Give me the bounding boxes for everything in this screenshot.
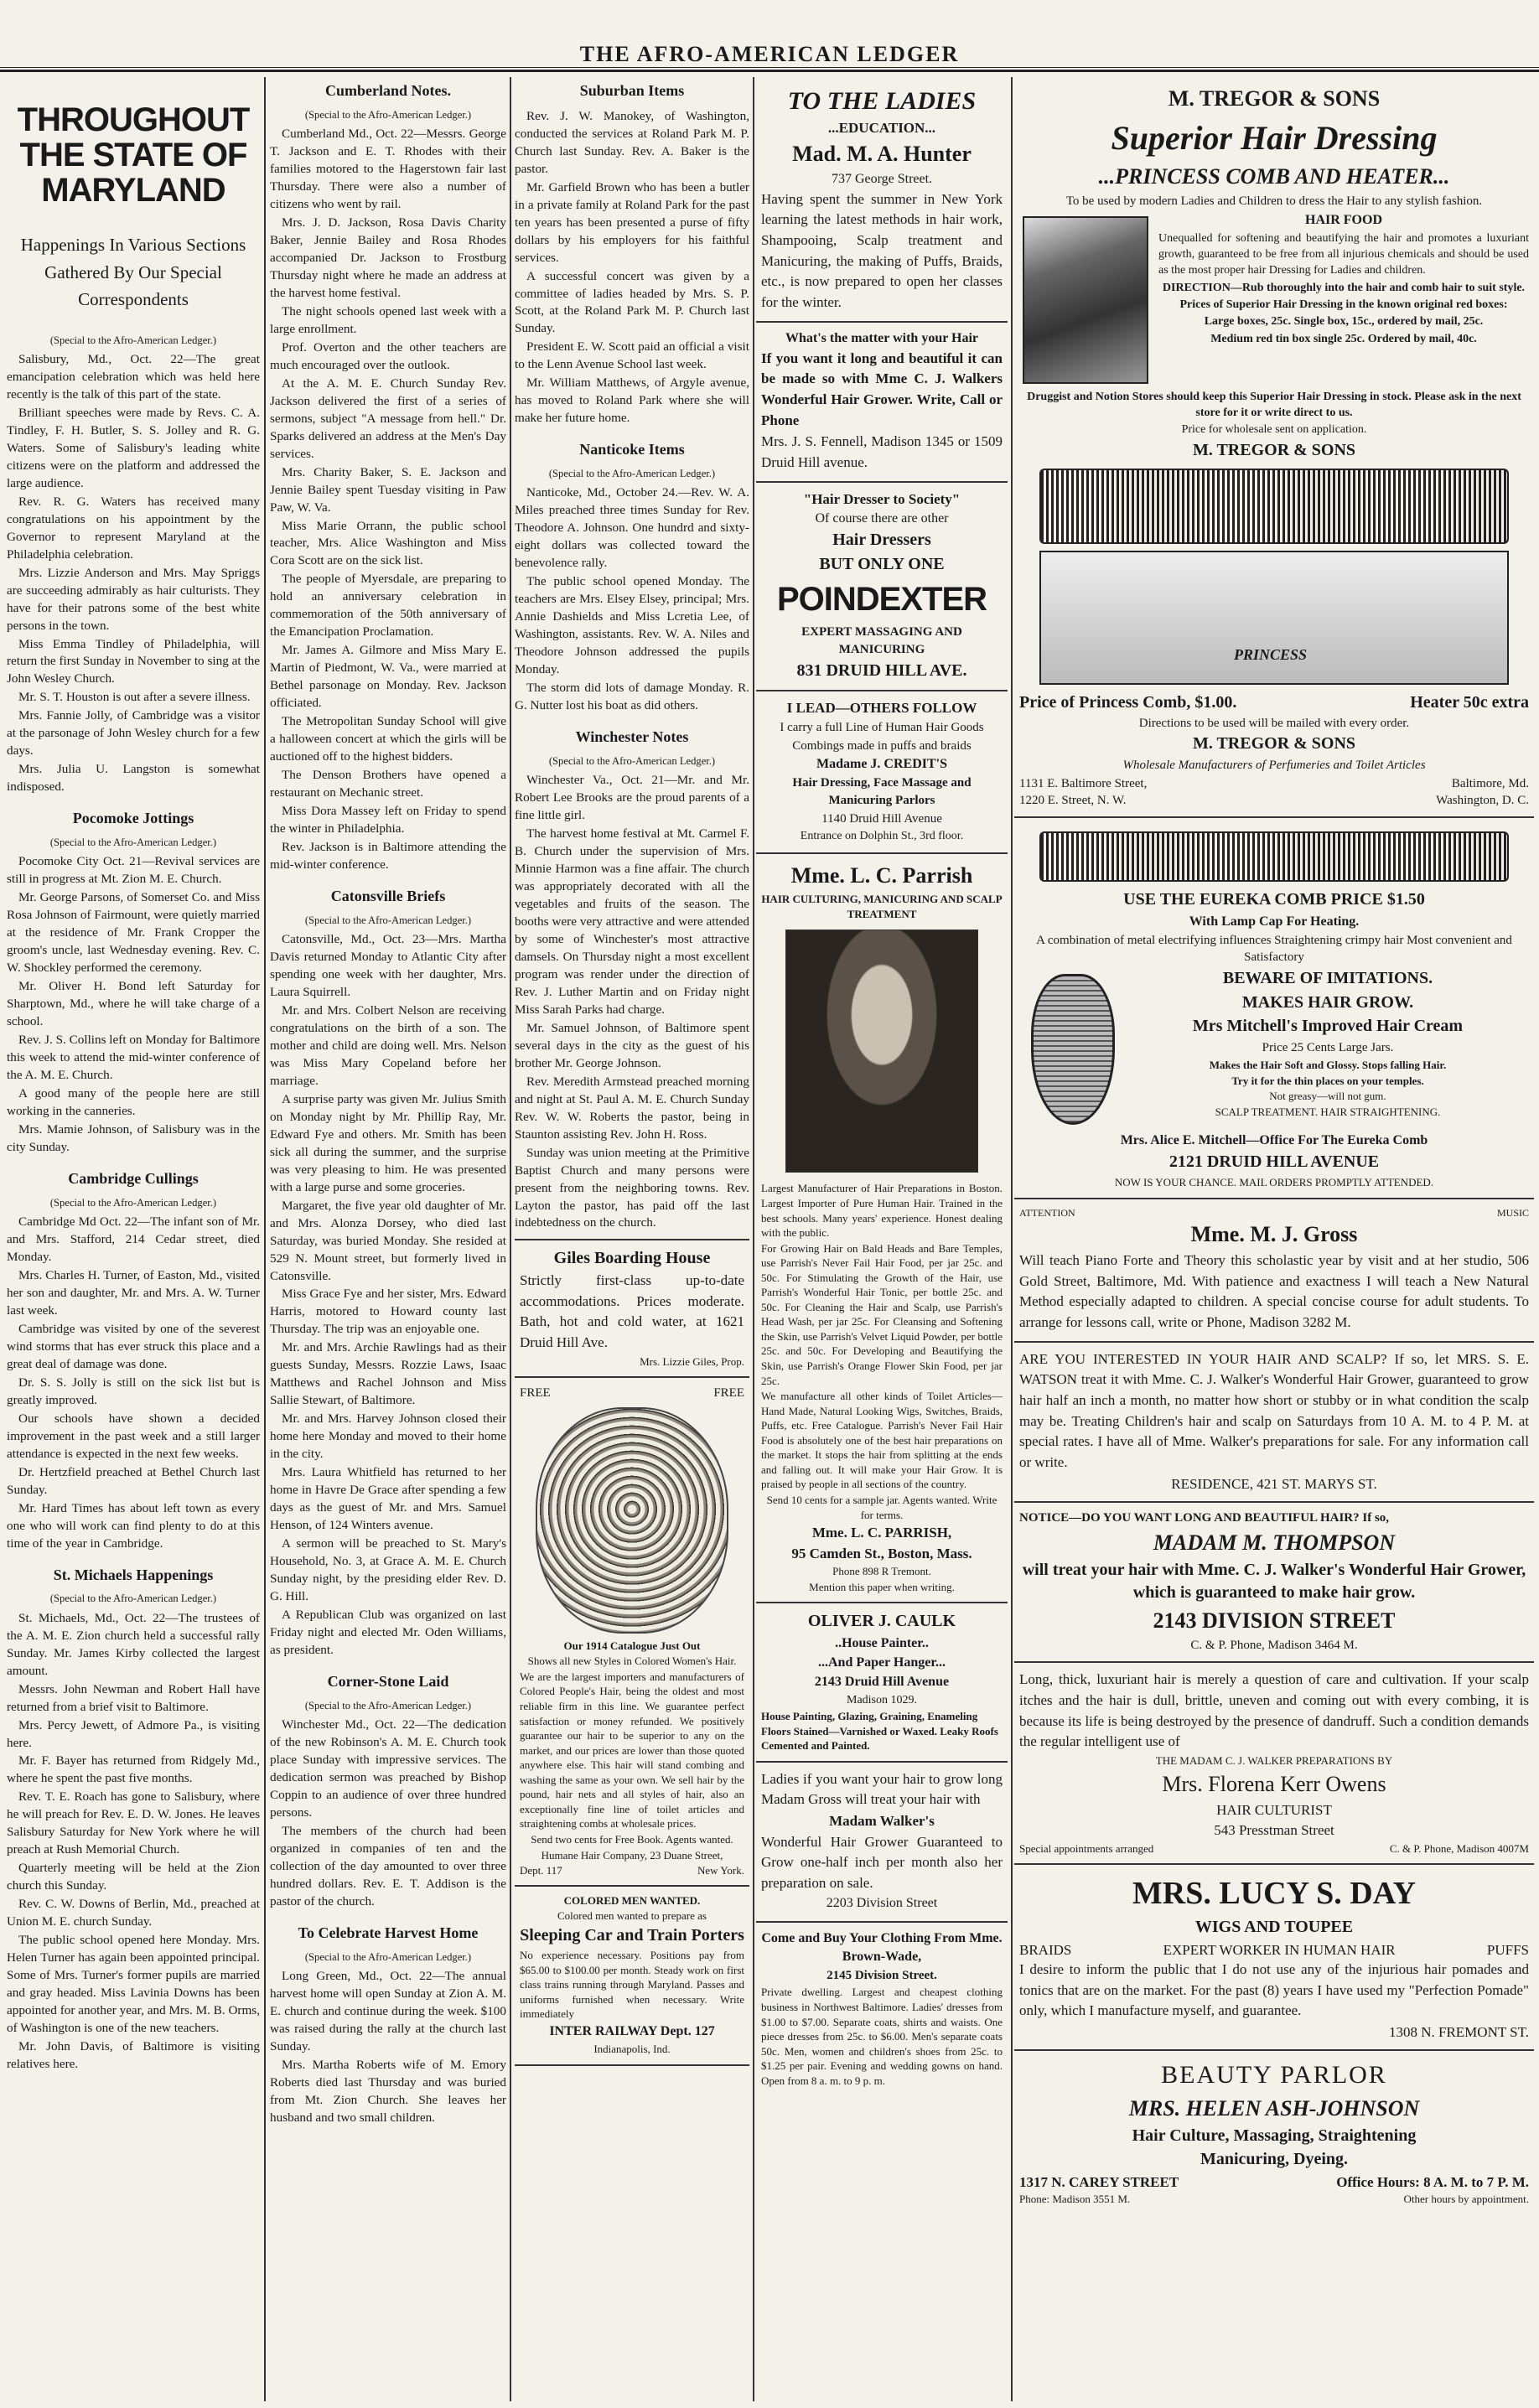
catonsville-article <box>270 931 506 1660</box>
ad-city: Indianapolis, Ind. <box>593 2043 671 2056</box>
paragraph: Mr. Hard Times has about left town as every one who will work can find plenty to do at this time of the year in Cambridge. <box>7 1500 260 1551</box>
ad-special: Special appointments arranged <box>1019 1841 1154 1855</box>
ad-name: Mrs. Florena Kerr Owens <box>1162 1771 1386 1796</box>
braids-label: BRAIDS <box>1019 1941 1072 1958</box>
paragraph: Mr. William Matthews, of Argyle avenue, has moved to Roland Park where she will make her future home. <box>515 375 749 426</box>
paragraph: Pocomoke City Oct. 21—Revival services are still in progress at Mt. Zion M. E. Church. <box>7 854 260 887</box>
hair-catalog-ad <box>515 1378 749 1886</box>
paragraph: Mr. and Mrs. Colbert Nelson are receiving congratulations on the birth of a son. The mother and child are doing well. Mrs. Nelson was Miss Mary Copeland before her marriage. <box>270 1002 506 1088</box>
ad-line: Large boxes, 25c. Single box, 15c., ordered by mail, 25c. <box>1204 315 1484 329</box>
giles-boarding-ad <box>515 1239 749 1378</box>
ad-hours: Office Hours: 8 A. M. to 7 P. M. <box>1336 2173 1529 2190</box>
ad-send: Send two cents for Free Book. Agents wanted. <box>531 1832 733 1846</box>
ad-heading: What's the matter with your Hair <box>785 330 979 345</box>
colored-men-wanted-ad <box>515 1887 749 2066</box>
article-heading: Cambridge Cullings <box>68 1169 199 1187</box>
lucy-day-ad <box>1014 1865 1534 2052</box>
eureka-comb-ad <box>1014 818 1534 1199</box>
paragraph: Our schools have shown a decided improvement in the past week and a still larger attendance is expected in the next few weeks. <box>7 1411 260 1461</box>
ad-line: EXPERT MASSAGING AND MANICURING <box>801 625 962 657</box>
credit-ad <box>756 691 1008 853</box>
ad-line: BEWARE OF IMITATIONS. <box>1222 969 1433 988</box>
ad-address: 1140 Druid Hill Avenue <box>821 811 942 826</box>
ad-text: Wonderful Hair Grower Guaranteed to Grow one-half inch per month also her preparation on sale. <box>761 1833 1003 1891</box>
paragraph: A sermon will be preached to St. Mary's Household, No. 3, at Grace A. M. E. Church Sunday night, by the presiding elder Rev. D. G. Hill. <box>270 1536 506 1603</box>
ad-phone: C. & P. Phone, Madison 4007M <box>1389 1841 1529 1855</box>
ad-text: No experience necessary. Positions pay from $65.00 to $100.00 per month. Steady work on first class trains running through Maryland. Passes and uniforms furnished when necessary. Write immediately <box>520 1949 744 2021</box>
paragraph: Messrs. John Newman and Robert Hall have returned from a brief visit to Baltimore. <box>7 1681 260 1714</box>
paragraph: Mrs. Julia U. Langston is somewhat indisposed. <box>7 762 260 795</box>
ad-name: Mme. M. J. Gross <box>1190 1222 1358 1247</box>
ad-line: Hair Dressing, Face Massage and Manicuring Parlors <box>792 776 972 808</box>
ad-line: DIRECTION—Rub thoroughly into the hair and comb hair to suit style. <box>1162 281 1526 294</box>
ad-address: 2143 DIVISION STREET <box>1153 1608 1396 1633</box>
hair-dressing-tin-illustration <box>1023 216 1148 384</box>
paragraph: Miss Emma Tindley of Philadelphia, will return the first Sunday in November to sing at the John Wesley Church. <box>7 636 260 686</box>
paragraph: Mr. Samuel Johnson, of Baltimore spent several days in the city as the guest of his brother Mr. George Johnson. <box>515 1020 749 1070</box>
hunter-ad <box>756 77 1008 323</box>
paragraph: Mr. George Parsons, of Somerset Co. and Miss Rosa Johnson of Fairmount, were quietly married at the residence of Mr. Frank Cropper the groom's uncle, last Wednesday evening. Rev. C. W. Shockley performed the ceremony. <box>7 890 260 976</box>
paragraph: Mr. Oliver H. Bond left Saturday for Sharptown, Md., where he will take charge of a school. <box>7 979 260 1029</box>
column-rule <box>1011 77 1013 2401</box>
ad-heading: Our 1914 Catalogue Just Out <box>563 1639 701 1652</box>
paragraph: A Republican Club was organized on last Friday night and elected Mr. Oden Williams, as president. <box>270 1607 506 1657</box>
paragraph: Mrs. Martha Roberts wife of M. Emory Roberts died last Thursday and was buried from Mt. Zion Church. She leaves her husband and two small children. <box>270 2057 506 2125</box>
ad-line: Price 25 Cents Large Jars. <box>1262 1040 1394 1054</box>
paragraph: The storm did lots of damage Monday. R. G. Nutter lost his boat as did others. <box>515 681 749 713</box>
special-note: (Special to the Afro-American Ledger.) <box>304 108 472 121</box>
ad-line: Directions to be used will be mailed with every order. <box>1138 716 1410 730</box>
ad-line: Medium red tin box single 25c. Ordered by mail, 40c. <box>1210 332 1477 345</box>
special-note: (Special to the Afro-American Ledger.) <box>304 914 472 926</box>
ad-line: Prices of Superior Hair Dressing in the known original red boxes: <box>1179 298 1508 311</box>
paragraph: Mr. Garfield Brown who has been a butler in a private family at Roland Park for the past ten years has been presented a purse of fifty dollars by his employers for his faithful services. <box>515 179 749 265</box>
heater-price: Heater 50c extra <box>1410 693 1529 712</box>
paragraph: Rev. T. E. Roach has gone to Salisbury, where he will preach for Rev. E. D. W. Jones. He leaves Salisbury Saturday for New York where he will preach at Rush Memorial Church. <box>7 1789 260 1857</box>
paragraph: The Denson Brothers have opened a restaurant on Mechanic street. <box>270 768 506 800</box>
paragraph: Mrs. Percy Jewett, of Admore Pa., is visiting here. <box>7 1717 260 1750</box>
article-heading: Pocomoke Jottings <box>72 810 194 827</box>
paragraph: A good many of the people here are still working in the canneries. <box>7 1086 260 1118</box>
masthead <box>0 0 1539 72</box>
watson-ad <box>1014 1343 1534 1503</box>
ad-subheading: ...PRINCESS COMB AND HEATER... <box>1098 164 1450 189</box>
ad-line: ...And Paper Hanger... <box>817 1655 946 1670</box>
ad-line: To be used by modern Ladies and Children to dress the Hair to any stylish fashion. <box>1065 194 1483 208</box>
column-4 <box>756 77 1008 2401</box>
nanticoke-article <box>515 484 749 715</box>
paragraph: Quarterly meeting will be held at the Zion church this Sunday. <box>7 1861 260 1893</box>
column-rule <box>753 77 754 2401</box>
eureka-comb-illustration <box>1039 831 1509 882</box>
paragraph: Brilliant speeches were made by Revs. C. A. Tindley, F. H. Butler, S. S. Jolley and R. G. Waters. Some of Salisbury's leading white citizens were on the platform and addressed the large audience. <box>7 405 260 490</box>
ad-heading: Come and Buy Your Clothing From Mme. Brown-Wade, <box>761 1930 1003 1964</box>
special-note: (Special to the Afro-American Ledger.) <box>49 1196 217 1209</box>
paragraph: Cambridge Md Oct. 22—The infant son of Mr. and Mrs. Stafford, 214 Cedar street, died Monday. <box>7 1214 260 1265</box>
special-note: (Special to the Afro-American Ledger.) <box>49 1592 217 1605</box>
thompson-ad <box>1014 1503 1534 1663</box>
paragraph: The Metropolitan Sunday School will give a halloween concert at which the girls will be auctioned off to the highest bidders. <box>270 714 506 764</box>
article-heading: Winchester Notes <box>575 728 689 746</box>
paragraph: Mrs. J. D. Jackson, Rosa Davis Charity Baker, Jennie Bailey and Rosa Rhodes accompanied Dr. Jackson to Frostburg Thursday night where he made an address at the harvest home festival. <box>270 215 506 300</box>
article-heading: To Celebrate Harvest Home <box>298 1924 479 1941</box>
paragraph: Mrs. Charity Baker, S. E. Jackson and Jennie Bailey spent Tuesday visiting in Paw Paw, W. Va. <box>270 464 506 515</box>
heater-label: PRINCESS <box>1234 646 1308 664</box>
ad-line: THE MADAM C. J. WALKER PREPARATIONS BY <box>1155 1753 1393 1767</box>
column-5 <box>1014 77 1534 2401</box>
ad-line: Combings made in puffs and braids <box>792 738 972 753</box>
ad-line: Of course there are other <box>815 511 949 526</box>
ad-city: Washington, D. C. <box>1436 794 1529 808</box>
ad-text: We are the largest importers and manufacturers of Colored People's Hair, being the oldest and most reliable firm in this line. We guarantee perfect satisfaction or money refunded. We positively guarantee our hair to be superior to any on the market, and our prices are lower than those quoted anywhere else. This hair will stand combing and washing the same as your own. We sell hair by the pound, hair nets and all styles of hair, also an exceptionally fine line of toilet articles and straightening combs at wholesale prices. <box>520 1670 744 1831</box>
paragraph: The night schools opened last week with a large enrollment. <box>270 303 506 336</box>
hairpiece-illustration <box>536 1407 728 1634</box>
special-note: (Special to the Afro-American Ledger.) <box>304 1699 472 1711</box>
cumberland-article <box>270 126 506 874</box>
paragraph: Cambridge was visited by one of the severest wind storms that has ever struck this place and a great deal of damage was done. <box>7 1321 260 1371</box>
lamp-cap-illustration <box>1031 974 1115 1125</box>
paragraph: Rev. R. G. Waters has received many congratulations on his appointment by the Governor to represent Maryland at the Philadelphia celebration. <box>7 494 260 562</box>
ad-address: 1131 E. Baltimore Street, <box>1019 776 1148 790</box>
puffs-label: PUFFS <box>1486 1941 1529 1958</box>
ad-signature: M. TREGOR & SONS <box>1192 440 1356 459</box>
ad-line: Entrance on Dolphin St., 3rd floor. <box>800 830 964 843</box>
ash-johnson-ad <box>1014 2051 1534 2214</box>
paragraph: Mrs. Laura Whitfield has returned to her home in Havre De Grace after spending a few days as the guest of Mr. and Mrs. Samuel Henson, of 124 Winters avenue. <box>270 1465 506 1533</box>
paragraph: President E. W. Scott paid an official a visit to the Lenn Avenue School last week. <box>515 339 749 372</box>
ad-line: Hair Culture, Massaging, Straightening <box>1132 2126 1417 2145</box>
salisbury-article <box>7 351 260 796</box>
paragraph: A successful concert was given by a committee of ladies headed by Mrs. S. P. Scott, at the Roland Park M. P. Church last Sunday. <box>515 268 749 336</box>
paragraph: Cumberland Md., Oct. 22—Messrs. George T. Jackson and E. T. Rhodes with their families motored to the Hagerstown fair last Thursday. There were also a number of citizens who went by rail. <box>270 127 506 212</box>
ad-text: Long, thick, luxuriant hair is merely a question of care and cultivation. If your scalp itches and the hair is dull, brittle, uneven and coming out with every combing, it is because its life is being destroyed by the presence of dandruff. Such a condition demands the regular intelligent use of <box>1019 1671 1529 1750</box>
paragraph: At the A. M. E. Church Sunday Rev. Jackson delivered the first of a series of sermons, subject "A message from hell." Dr. Sparks delivered an address at the Men's Day services. <box>270 375 506 461</box>
ad-other-hours: Other hours by appointment. <box>1403 2193 1529 2206</box>
paragraph: Mrs. Charles H. Turner, of Easton, Md., visited her son and daughter, Mr. and Mrs. A. W. Turner last week. <box>7 1268 260 1318</box>
ad-phone: Phone 898 R Tremont. <box>832 1564 931 1577</box>
paragraph: Dr. Hertzfield preached at Bethel Church last Sunday. <box>7 1464 260 1497</box>
column-2 <box>270 77 506 2401</box>
comb-illustration <box>1039 469 1509 544</box>
ad-heading: TO THE LADIES <box>787 87 977 115</box>
ad-text: Private dwelling. Largest and cheapest clothing business in Northwest Baltimore. Ladies' dresses from $1.00 to $7.00. Separate coats, shirts and waists. One piece dresses from 25c. to $6.00. Men's separate coats 50c. Men, women and children's shoes from 25c. to $1.25 per pair. Evening and wedding gowns on hand. Open from 8 a. m. to 9 p. m. <box>761 1986 1003 2087</box>
brown-wade-ad <box>756 1923 1008 2096</box>
special-note: (Special to the Afro-American Ledger.) <box>304 1950 472 1963</box>
paragraph: Long Green, Md., Oct. 22—The annual harvest home will open Sunday at Zion A. M. E. church and continue during the week. $100 was raised during the rally at the church last Sunday. <box>270 1968 506 2053</box>
ad-name: OLIVER J. CAULK <box>807 1612 956 1631</box>
paragraph: Mrs. Mamie Johnson, of Salisbury was in the city Sunday. <box>7 1121 260 1154</box>
ad-send: Send 10 cents for a sample jar. Agents wanted. Write for terms. <box>766 1493 998 1521</box>
newspaper-title: THE AFRO-AMERICAN LEDGER <box>579 42 960 66</box>
ad-name: Mad. M. A. Hunter <box>792 141 972 166</box>
paragraph: Rev. Jackson is in Baltimore attending the mid-winter conference. <box>270 839 506 872</box>
paragraph: Rev. Meredith Armstead preached morning and night at St. Paul A. M. E. Church Sunday Rev. W. W. Roberts the pastor, being in Staunton assisting Rev. John H. Ross. <box>515 1074 749 1142</box>
heater-illustration <box>1039 551 1509 685</box>
ad-dept: Dept. 117 <box>520 1864 562 1877</box>
ad-subheading: Colored men wanted to prepare as <box>557 1909 707 1923</box>
ad-name: MRS. LUCY S. DAY <box>1132 1875 1417 1911</box>
ad-subheading: Shows all new Styles in Colored Women's Hair. <box>527 1655 737 1668</box>
paragraph: Mrs. Lizzie Anderson and Mrs. May Spriggs are succeeding admirably as hair culturists. They have for their patrons some of the best white persons in the town. <box>7 565 260 633</box>
ad-address: 2121 DRUID HILL AVENUE <box>1168 1152 1380 1172</box>
ad-heading: BEAUTY PARLOR <box>1161 2061 1387 2090</box>
free-label: FREE <box>520 1386 551 1401</box>
ad-big-text: Sleeping Car and Train Porters <box>520 1925 744 1945</box>
ad-signature: INTER RAILWAY Dept. 127 <box>549 2024 715 2039</box>
ad-phone: C. & P. Phone, Madison 3464 M. <box>1190 1638 1358 1652</box>
column-3 <box>515 77 749 2401</box>
ad-line: Not greasy—will not gum. <box>1269 1090 1386 1103</box>
gross-music-ad <box>1014 1199 1534 1343</box>
paragraph: Miss Marie Orrann, the public school teacher, Mrs. Alice Washington and Miss Cora Scott are on the sick list. <box>270 518 506 568</box>
ad-address: 543 Presstman Street <box>1214 1822 1334 1839</box>
paragraph: Rev. J. S. Collins left on Monday for Baltimore this week to attend the mid-winter conference of the A. M. E. Church. <box>7 1033 260 1083</box>
paragraph: Rev. C. W. Downs of Berlin, Md., preached at Union M. E. church Sunday. <box>7 1897 260 1929</box>
article-heading: Cumberland Notes. <box>324 82 451 99</box>
ad-text: I desire to inform the public that I do not use any of the injurious hair pomades and tonics that are on the market. For the past (8) years I have used my "Perfection Pomade" only, which I manufacture myself, and guarantee. <box>1019 1961 1529 2019</box>
ad-subheading: WIGS AND TOUPEE <box>1194 1918 1354 1936</box>
gross-walker-ad <box>756 1763 1008 1923</box>
ad-address: 831 DRUID HILL AVE. <box>796 660 967 680</box>
ad-heading: USE THE EUREKA COMB PRICE $1.50 <box>1123 890 1425 909</box>
ad-line: ..House Painter.. <box>835 1635 929 1650</box>
ad-address: 737 George Street. <box>831 171 933 186</box>
winchester-article <box>515 772 749 1232</box>
special-note: (Special to the Afro-American Ledger.) <box>49 836 217 849</box>
parrish-ad <box>756 854 1008 1603</box>
section-subtitle: Happenings In Various Sections Gathered By Our Special Correspondents <box>20 235 246 310</box>
ad-heading: COLORED MEN WANTED. <box>563 1893 701 1907</box>
ad-line: Manicuring, Dyeing. <box>1200 2150 1349 2169</box>
ad-signature: Mrs. J. S. Fennell, Madison 1345 or 1509 Druid Hill avenue. <box>761 433 1003 470</box>
article-heading: Suburban Items <box>579 82 685 99</box>
ad-name: MRS. HELEN ASH-JOHNSON <box>1128 2095 1420 2121</box>
paragraph: Mr. F. Bayer has returned from Ridgely Md., where he spent the past five months. <box>7 1753 260 1786</box>
ad-text: A combination of metal electrifying influences Straightening crimpy hair Most convenient and Satisfactory <box>1036 933 1512 965</box>
ad-line: Price for wholesale sent on application. <box>1181 423 1367 437</box>
ad-phone: Phone: Madison 3551 M. <box>1019 2193 1131 2206</box>
paragraph: The public school opened Monday. The teachers are Mrs. Elsey Elsey, principal; Mrs. Annie Dashields and Miss Lcretia Lee, of Washington, assistants. Rev. W. A. Niles and Theodore Johnson addressed the pupils Monday. <box>515 574 749 677</box>
paragraph: Margaret, the five year old daughter of Mr. and Mrs. Alonza Dorsey, who died last Saturday, was buried Monday. She resided at 529 N. Mount street, but formerly lived in Catonsville. <box>270 1198 506 1283</box>
ad-name: M. TREGOR & SONS <box>1168 86 1381 111</box>
comb-price: Price of Princess Comb, $1.00. <box>1019 693 1237 712</box>
ad-company: Humane Hair Company, 23 Duane Street, <box>541 1848 723 1862</box>
ad-name: MADAM M. THOMPSON <box>1153 1530 1396 1555</box>
ad-caption: Largest Manufacturer of Hair Preparations in Boston. Largest Importer of Pure Human Hair. Trained in the best schools. Many years' experience. Honest dealing with the public. <box>761 1182 1003 1240</box>
harvest-article <box>270 1968 506 2127</box>
column-rule <box>510 77 511 2401</box>
ad-signature: Mrs. Lizzie Giles, Prop. <box>640 1354 744 1368</box>
ad-heading: Giles Boarding House <box>553 1249 711 1268</box>
tregor-ad <box>1014 77 1534 818</box>
article-heading: St. Michaels Happenings <box>53 1566 214 1583</box>
ad-city: Baltimore, Md. <box>1451 776 1529 790</box>
paragraph: A surprise party was given Mr. Julius Smith on Monday night by Mr. Phillip Ray, Mr. Edward Fye and others. Mr. Smith has been sick all during the summer, and the surprise was very pleasing to him. He was presented with a large purse and some groceries. <box>270 1091 506 1194</box>
paragraph: Catonsville, Md., Oct. 23—Mrs. Martha Davis returned Monday to Atlantic City after spending one week with her daughter, Mrs. Laura Squirrell. <box>270 932 506 999</box>
paragraph: Prof. Overton and the other teachers are much encouraged over the outlook. <box>270 339 506 372</box>
paragraph: The public school opened here Monday. Mrs. Helen Turner has again been appointed principal. Some of Mrs. Turner's former pupils are married and gray headed. Miss Lavinia Downs has been appointed for another year, and Mrs. M. B. Orms, of Washington is one of the new teachers. <box>7 1933 260 2035</box>
ad-name: POINDEXTER <box>776 581 987 619</box>
paragraph: Nanticoke, Md., October 24.—Rev. W. A. Miles preached three times Sunday for Rev. Theodore A. Johnson. One hundrd and sixty-eight dollars was collected toward the benevolence rally. <box>515 485 749 571</box>
ad-heading: I LEAD—OTHERS FOLLOW <box>786 700 977 717</box>
ad-line: Hair Dressers <box>832 531 931 550</box>
article-heading: Catonsville Briefs <box>330 887 446 904</box>
ad-title: HAIR CULTURIST <box>1216 1801 1332 1818</box>
stmichaels-article <box>7 1610 260 2074</box>
ad-signature: Mme. L. C. PARRISH, <box>811 1525 952 1541</box>
ad-subheading: ...EDUCATION... <box>827 120 936 137</box>
ad-text: If you want it long and beautiful it can be made so with Mme C. J. Walkers Wonderful Hair Grower. Write, Call or Phone <box>761 350 1003 428</box>
portrait-photo <box>785 930 978 1173</box>
paragraph: Mr. James A. Gilmore and Miss Mary E. Martin of Piedmont, W. Va., were married at Bethel parsonage on Monday. Rev. Jackson officiated. <box>270 643 506 711</box>
column-rule <box>264 77 266 2401</box>
ad-subheading: HAIR CULTURING, MANICURING AND SCALP TREATMENT <box>761 892 1003 920</box>
ad-line: MAKES HAIR GROW. <box>1241 992 1414 1012</box>
ad-address: 1317 N. CAREY STREET <box>1019 2173 1179 2190</box>
paragraph: Mr. and Mrs. Harvey Johnson closed their home here Monday and moved to their home in the city. <box>270 1411 506 1462</box>
paragraph: The members of the church had been organized in companies of ten and the collection of the day amounted to over three hundred dollars. Rev. E. T. Addison is the pastor of the church. <box>270 1823 506 1908</box>
ad-line: Makes the Hair Soft and Glossy. Stops falling Hair. <box>1209 1058 1447 1071</box>
paragraph: Rev. J. W. Manokey, of Washington, conducted the services at Roland Park M. P. Church last Sunday. Rev. A. Baker is the pastor. <box>515 108 749 176</box>
poindexter-ad <box>756 483 1008 692</box>
ad-name: Madam Walker's <box>829 1813 935 1830</box>
ad-mention: Mention this paper when writing. <box>809 1580 955 1593</box>
ad-address: 1308 N. FREMONT ST. <box>1388 2023 1529 2040</box>
cambridge-article <box>7 1214 260 1552</box>
paragraph: Salisbury, Md., Oct. 22—The great emancipation celebration which was held here recently is the talk of this part of the state. <box>7 352 260 401</box>
paragraph: Winchester Md., Oct. 22—The dedication of the new Robinson's A. M. E. Church took place Sunday with impressive services. The dedication sermon was preached by Bishop Coppin to an audience of over three hundred persons. <box>270 1717 506 1820</box>
paragraph: Winchester Va., Oct. 21—Mr. and Mr. Robert Lee Brooks are the proud parents of a fine little girl. <box>515 773 749 823</box>
ad-text: Having spent the summer in New York learning the latest methods in hair work, Shampooing, Scalp treatment and Manicuring, the making of Puffs, Braids, etc., is now prepared to open her classes for the winter. <box>761 190 1003 310</box>
article-heading: Corner-Stone Laid <box>327 1672 449 1690</box>
paragraph: Miss Grace Fye and her sister, Mrs. Edward Harris, motored to Howard county last Thursday. The trip was an enjoyable one. <box>270 1287 506 1337</box>
walker-fennell-ad <box>756 323 1008 483</box>
paragraph: The harvest home festival at Mt. Carmel F. B. Church under the supervision of Mrs. Minnie Harmon was a fine affair. The church was appropriately decorated with all the vegetables and fruits of the season. The booths were very attractive and were attended by some of Winchester's most attractive damsels. On Thursday night a most excellent program was render under the direction of Rev. J. Luther Martin and on Friday night Miss Sarah Parks had charge. <box>515 826 749 1017</box>
paragraph: Mr. and Mrs. Archie Rawlings had as their guests Sunday, Messrs. Rozzie Laws, Isaac Matthews and Rachel Johnson and Miss Sallie Stewart, of Baltimore. <box>270 1340 506 1408</box>
paragraph: Mr. John Davis, of Baltimore is visiting relatives here. <box>7 2038 260 2071</box>
ad-quote: "Hair Dresser to Society" <box>803 490 961 507</box>
masthead-rule <box>0 67 1539 68</box>
ad-address: 95 Camden St., Boston, Mass. <box>791 1545 972 1561</box>
ad-address: 2203 Division Street <box>826 1896 938 1911</box>
ad-heading: HAIR FOOD <box>1305 212 1382 227</box>
attention-label: ATTENTION <box>1019 1206 1075 1219</box>
ad-line: I carry a full Line of Human Hair Goods <box>780 720 984 734</box>
suburban-article <box>515 108 749 427</box>
ad-text: ARE YOU INTERESTED IN YOUR HAIR AND SCALP? If so, let MRS. S. E. WATSON treat it with Mme. C. J. Walker's Wonderful Hair Grower, guaranteed to grow hair half an inch a month, no matter how short or stubby or in what condition the scalp may be. Treating Children's hair and scalp on Saturdays from 10 A. M. to 4 P. M. at special rates. I have all of Mme. Walker's preparations for sale. For any information call or write. <box>1019 1350 1529 1470</box>
ad-line: BUT ONLY ONE <box>819 554 945 573</box>
ad-line: NOW IS YOUR CHANCE. MAIL ORDERS PROMPTLY ATTENDED. <box>1114 1175 1434 1188</box>
ad-office: Mrs. Alice E. Mitchell—Office For The Eureka Comb <box>1120 1133 1428 1148</box>
expert-label: EXPERT WORKER IN HUMAN HAIR <box>1163 1941 1396 1958</box>
paragraph: Mrs. Fannie Jolly, of Cambridge was a visitor at the parsonage of John Wesley church for a few days. <box>7 708 260 759</box>
ad-items: For Growing Hair on Bald Heads and Bare Temples, use Parrish's Never Fail Hair Food, per jar 25c. and 50c. For Stimulating the Growth of the Hair, use Parrish's Wonderful Hair Tonic, per bottle 25c. and 50c. For Cleaning the Hair and Scalp, use Parrish's Head Wash, per jar 25c. For Cleansing and Softening the Skin, use Parrish's Velvet Liquid Powder, per bottle 25c. and 50c. For Developing and Beautifying the Skin, use Parrish's Orange Flower Skin Food, per jar 25c. <box>761 1241 1003 1387</box>
ad-line: Druggist and Notion Stores should keep this Superior Hair Dressing in stock. Please ask in the next store for it or write direct to us. <box>1027 390 1521 419</box>
ad-text: Strictly first-class up-to-date accommodations. Prices moderate. Bath, hot and cold water, at 1621 Druid Hill Ave. <box>520 1272 744 1350</box>
special-note: (Special to the Afro-American Ledger.) <box>49 334 217 346</box>
free-label: FREE <box>713 1386 744 1401</box>
caulk-ad <box>756 1603 1008 1763</box>
paragraph: The people of Myersdale, are preparing to hold an anniversary celebration in commemoration of the 50th anniversary of the Emancipation Proclamation. <box>270 572 506 640</box>
ad-text: Will teach Piano Forte and Theory this scholastic year by visit and at her studio, 506 Gold Street, Baltimore, Md. With patience and exactness I will teach a New Natural Method especially adapted to children. A special concise course for adult students. To arrange for lessons call, write or Phone, Madison 3282 M. <box>1019 1252 1529 1331</box>
owens-ad <box>1014 1663 1534 1864</box>
ad-city: New York. <box>697 1864 744 1877</box>
cornerstone-article <box>270 1717 506 1911</box>
column-1 <box>7 77 260 2401</box>
ad-text: Unequalled for softening and beautifying the hair and promotes a luxuriant growth, guaranteed to be free from all injurious chemicals and should be used as the most proper hair Dressing for Ladies and children. <box>1158 231 1529 277</box>
paragraph: Sunday was union meeting at the Primitive Baptist Church and many persons were present from the neighboring towns. Rev. Layton the pastor, has paid off the last indebtedness on the church. <box>515 1145 749 1230</box>
article-heading: Nanticoke Items <box>579 441 685 458</box>
ad-text: We manufacture all other kinds of Toilet Articles—Hand Made, Natural Looking Wigs, Switches, Braids, Puffs, etc. Free Catalogue. Parrish's Never Fail Hair Food is absolutely one of the best hair preparations on the market. It stops the hair from splitting at the ends and falling out. It will make your Hair Grow. It is praised by people in all sections of the country. <box>761 1390 1003 1491</box>
ad-line: Wholesale Manufacturers of Perfumeries and Toilet Articles <box>1122 759 1426 773</box>
ad-line: Mrs Mitchell's Improved Hair Cream <box>1192 1017 1464 1036</box>
ad-name: Madame J. CREDIT'S <box>816 757 947 772</box>
paragraph: St. Michaels, Md., Oct. 22—The trustees of the A. M. E. Zion church held a successful rally Sunday. Mr. James Kirby collected the largest amount. <box>7 1610 260 1678</box>
special-note: (Special to the Afro-American Ledger.) <box>548 754 716 767</box>
ad-name: Mme. L. C. Parrish <box>790 862 973 888</box>
ad-signature: M. TREGOR & SONS <box>1192 734 1356 753</box>
ad-address: 1220 E. Street, N. W. <box>1019 794 1127 808</box>
paragraph: Dr. S. S. Jolly is still on the sick list but is greatly improved. <box>7 1375 260 1407</box>
ad-text: House Painting, Glazing, Graining, Enameling Floors Stained—Varnished or Waxed. Leaky Roofs Cemented and Painted. <box>761 1710 998 1753</box>
paragraph: Mr. S. T. Houston is out after a severe illness. <box>18 690 251 705</box>
section-title: THROUGHOUT THE STATE OF MARYLAND <box>17 101 250 209</box>
special-note: (Special to the Afro-American Ledger.) <box>548 468 716 480</box>
ad-subheading: With Lamp Cap For Heating. <box>1189 914 1360 929</box>
ad-notice: NOTICE—DO YOU WANT LONG AND BEAUTIFUL HAIR? If so, <box>1019 1511 1390 1525</box>
ad-line: Try it for the thin places on your temples. <box>1231 1074 1424 1087</box>
pocomoke-article <box>7 853 260 1156</box>
music-label: MUSIC <box>1496 1206 1529 1219</box>
ad-address: 2143 Druid Hill Avenue <box>814 1674 950 1689</box>
ad-line: SCALP TREATMENT. HAIR STRAIGHTENING. <box>1215 1106 1441 1119</box>
ad-phone: Madison 1029. <box>847 1693 917 1706</box>
ad-heading: Superior Hair Dressing <box>1111 118 1438 157</box>
ad-address: RESIDENCE, 421 ST. MARYS ST. <box>1171 1475 1377 1492</box>
paragraph: Miss Dora Massey left on Friday to spend the winter in Philadelphia. <box>270 804 506 836</box>
ad-text: will treat your hair with Mme. C. J. Walker's Wonderful Hair Grower, which is guaranteed to make hair grow. <box>1022 1560 1526 1603</box>
ad-address: 2145 Division Street. <box>826 1968 937 1982</box>
ad-text: Ladies if you want your hair to grow long Madam Gross will treat your hair with <box>761 1770 1003 1808</box>
